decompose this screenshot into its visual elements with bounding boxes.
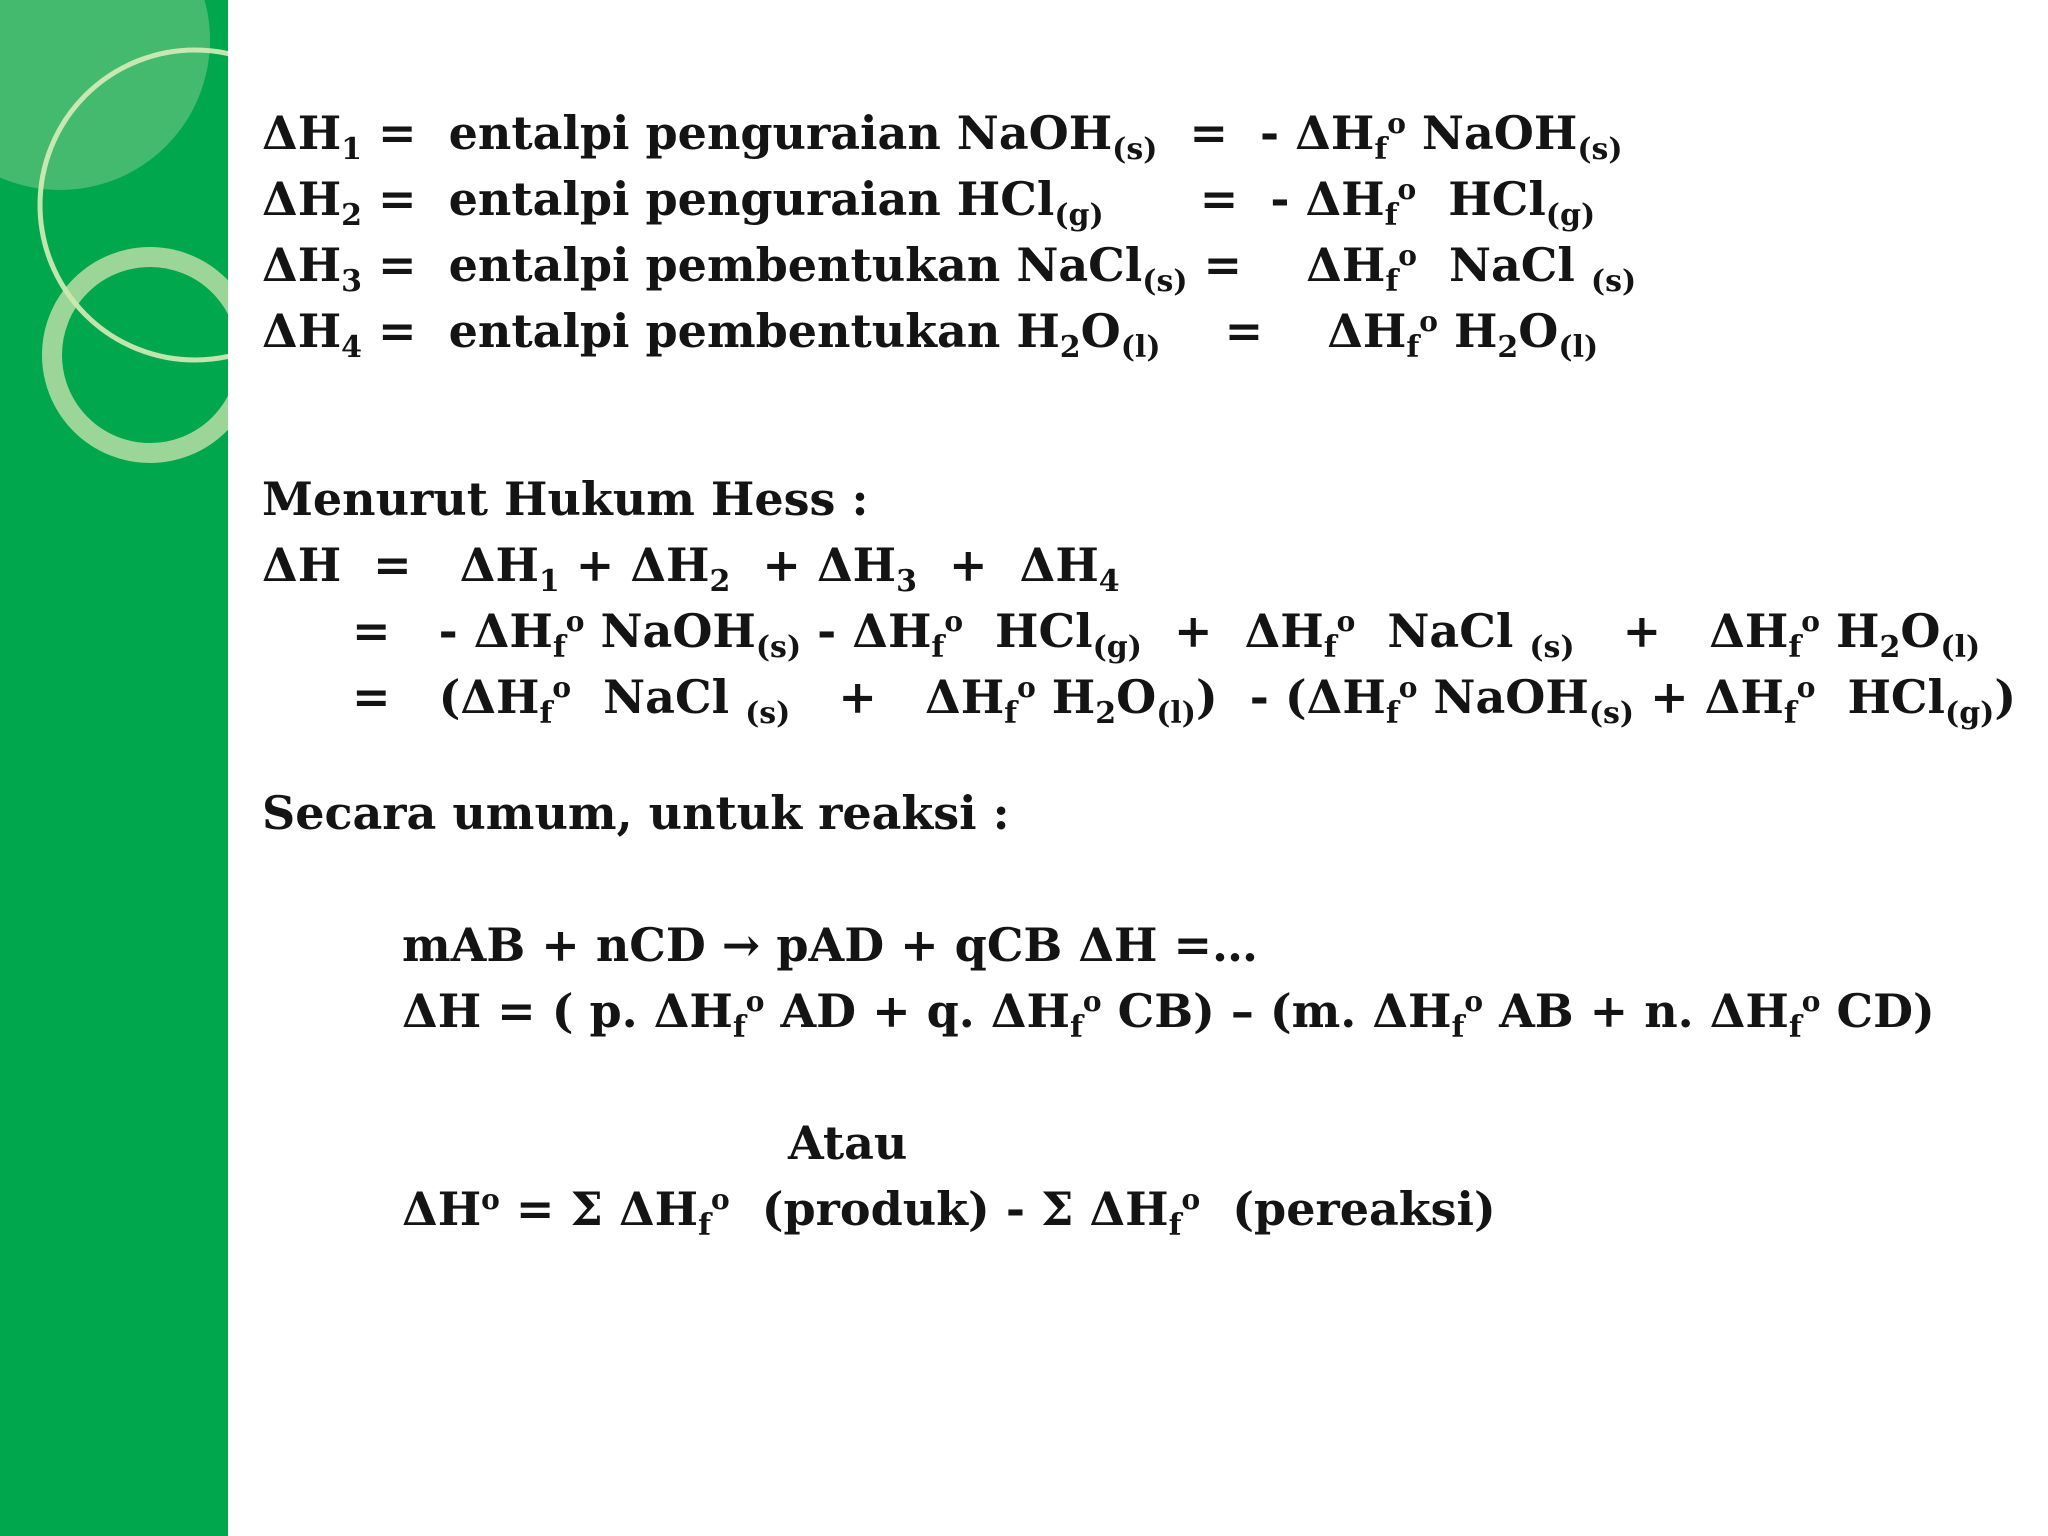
general-formula: ΔH = ( p. $\Delta H_f^o$ AD + q. $\Delta H_f^o$ CB) – (m. $\Delta H_f^o$ AB + n. $\Delta H_f^o$ CD) (402, 984, 1935, 1045)
definition-dh1: $\Delta H_1$ = entalpi penguraian NaOH$_{(s)}$ = - $\Delta H_f^o$ NaOH$_{(s)}$ (262, 106, 1623, 167)
hess-expansion-1: = - $\Delta H_f^o$ NaOH$_{(s)}$ - $\Delta H_f^o$ $HCl_{(g)} + \Delta H_f^o$ NaCl $_{(s)} + \Delta H_f^o$ $H_2O_{(l)}$ (352, 604, 1981, 665)
sum-formula: $\Delta H^o = \Sigma$ $\Delta H_f^o$ (produk) - Σ $\Delta H_f^o$ (pereaksi) (402, 1182, 1496, 1243)
definition-dh2: $\Delta H_2$ = entalpi penguraian HCl$_{(g)}$ = - $\Delta H_f^o$ HCl$_{(g)}$ (262, 172, 1596, 233)
hess-heading: Menurut Hukum Hess : (262, 472, 869, 526)
hess-sum: $\Delta H = \Delta H_1 + \Delta H_2 + \Delta H_3 + \Delta H_4$ (262, 538, 1120, 599)
definition-dh4: $\Delta H_4$ = entalpi pembentukan $H_2O_{(l)}$ = $\Delta H_f^o$ $H_2O_{(l)}$ (262, 304, 1599, 365)
decorative-circles-icon (0, 0, 228, 520)
or-label: Atau (788, 1116, 908, 1170)
slide-content (262, 0, 2022, 1536)
definition-dh3: $\Delta H_3$ = entalpi pembentukan NaCl$_{(s)}$ = $\Delta H_f^o$ NaCl $_{(s)}$ (262, 238, 1637, 299)
general-reaction: mAB + nCD → pAD + qCB ΔH =… (402, 918, 1259, 972)
general-heading: Secara umum, untuk reaksi : (262, 786, 1010, 840)
hess-expansion-2: = ($\Delta H_f^o$ NaCl $_{(s)} + \Delta H_f^o$ $H_2O_{(l)}) - (\Delta H_f^o$ NaOH$_{(s)}$ + $\Delta H_f^o$ HCl$_{(g)}$) (352, 670, 2017, 731)
